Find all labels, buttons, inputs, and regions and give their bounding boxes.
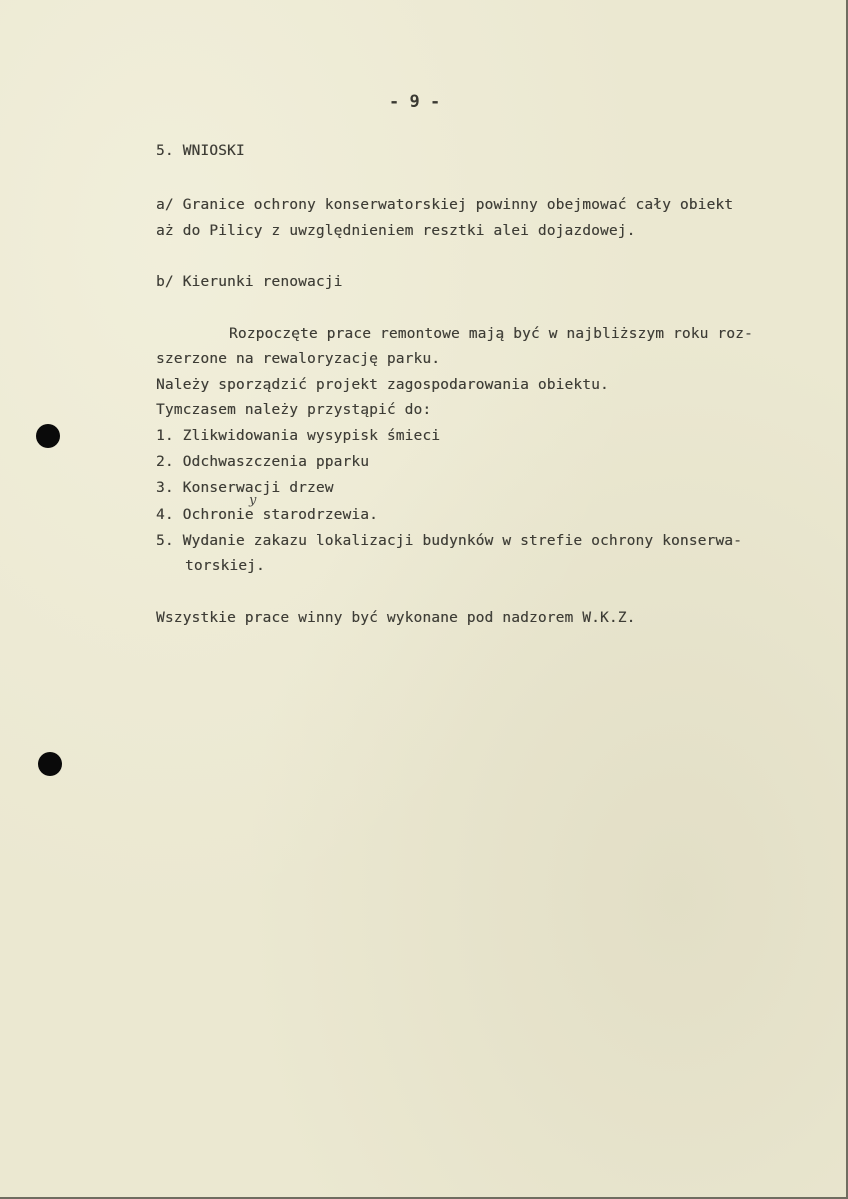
list-item-4: 4. Ochronie starodrzewia.: [156, 507, 378, 523]
body-line-4: Tymczasem należy przystąpić do:: [156, 402, 432, 418]
list-item-3: 3. Konserwacji drzew: [156, 480, 334, 496]
list-item-5: 5. Wydanie zakazu lokalizacji budynków w strefie ochrony konserwa-: [156, 533, 743, 549]
list-item-1: 1. Zlikwidowania wysypisk śmieci: [156, 428, 441, 444]
body-line-1: Rozpoczęte prace remontowe mają być w najbliższym roku roz-: [229, 326, 753, 342]
punch-hole-top: [36, 424, 60, 448]
para-a-line-2: aż do Pilicy z uwzględnieniem resztki alei dojazdowej.: [156, 223, 636, 239]
handwritten-correction: y: [249, 493, 257, 508]
page-number: - 9 -: [389, 92, 441, 112]
list-item-2: 2. Odchwaszczenia pparku: [156, 454, 370, 470]
body-line-2: szerzone na rewaloryzację parku.: [156, 351, 441, 367]
para-a-line-1: a/ Granice ochrony konserwatorskiej powinny obejmować cały obiekt: [156, 197, 734, 213]
para-b-heading: b/ Kierunki renowacji: [156, 274, 343, 290]
section-heading: 5. WNIOSKI: [156, 143, 245, 159]
body-line-3: Należy sporządzić projekt zagospodarowania obiektu.: [156, 377, 609, 393]
punch-hole-bottom: [38, 752, 62, 776]
list-item-5-continuation: torskiej.: [185, 558, 265, 574]
closing-statement: Wszystkie prace winny być wykonane pod nadzorem W.K.Z.: [156, 610, 636, 626]
